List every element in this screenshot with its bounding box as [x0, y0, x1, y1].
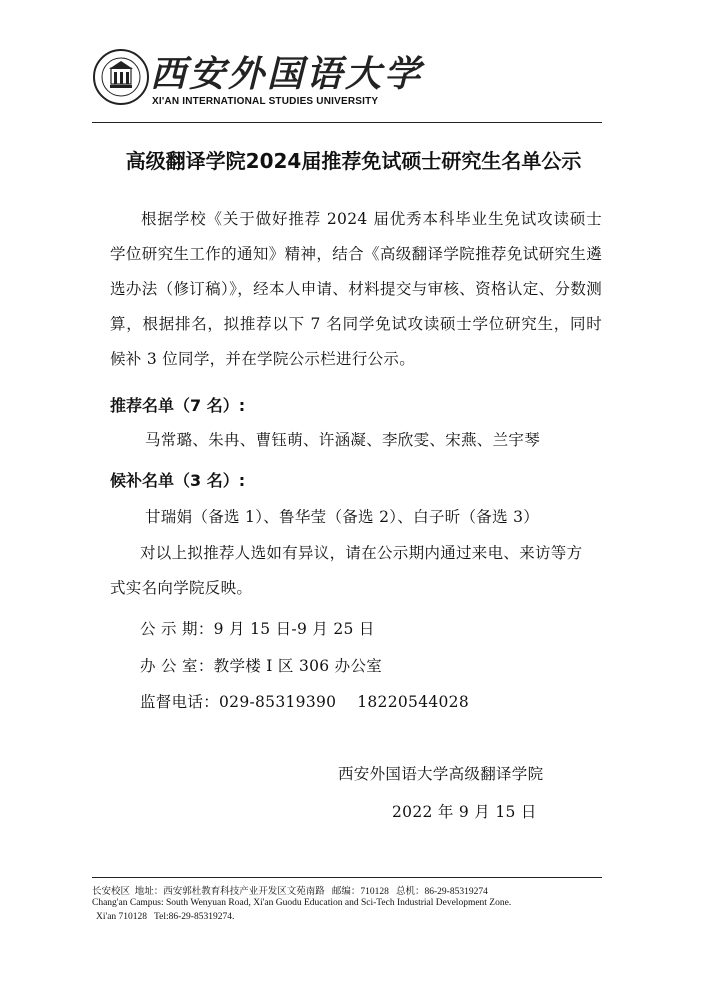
intro-paragraph: 根据学校《关于做好推荐 2024 届优秀本科毕业生免试攻读硕士学位研究生工作的通知》精神，结合《高级翻译学院推荐免试研究生遴选办法（修订稿）》，经本人申请、材料提交与审核、资格认定、分数测算，根据排名，拟推荐以下 7 名同学免试攻读硕士学位研究生，同时候补 3 位同学，并在学院公示栏进行公示。 — [110, 210, 602, 368]
footer-postcode-tel: Xi'an 710128 Tel:86-29-85319274. — [96, 912, 235, 922]
recommended-label: 推荐名单（7 名）: — [110, 396, 246, 415]
header-divider — [92, 122, 602, 123]
alternate-label: 候补名单（3 名）: — [110, 471, 246, 490]
issue-date: 2022 年 9 月 15 日 — [392, 803, 537, 821]
recommended-names: 马常璐、朱冉、曹钰萌、许涵凝、李欣雯、宋燕、兰宇琴 — [145, 431, 541, 449]
objection-line-1: 对以上拟推荐人选如有异议，请在公示期内通过来电、来访等方 — [140, 544, 583, 562]
publicity-period: 公 示 期：9 月 15 日-9 月 25 日 — [140, 620, 375, 638]
university-name-cn: 西安外国语大学 — [150, 53, 424, 95]
university-seal-icon — [92, 48, 150, 106]
office-location: 办 公 室：教学楼 I 区 306 办公室 — [140, 657, 383, 675]
issuer-signature: 西安外国语大学高级翻译学院 — [338, 765, 544, 783]
alternate-names: 甘瑞娟（备选 1）、鲁华莹（备选 2）、白子昕（备选 3） — [145, 508, 540, 526]
footer-divider — [92, 877, 602, 878]
document-title: 高级翻译学院2024届推荐免试硕士研究生名单公示 — [125, 149, 582, 173]
letterhead — [92, 44, 612, 114]
footer-address-cn: 长安校区 地址：西安郭杜教育科技产业开发区文苑南路 邮编：710128 总机：86-29-85319274 — [92, 887, 488, 897]
footer-address-en: Chang'an Campus: South Wenyuan Road, Xi'an Guodu Education and Sci-Tech Industrial Development Zone. — [92, 898, 512, 908]
objection-line-2: 式实名向学院反映。 — [110, 579, 253, 597]
university-name-en: XI'AN INTERNATIONAL STUDIES UNIVERSITY — [152, 96, 379, 107]
supervision-phone: 监督电话：029-85319390 18220544028 — [140, 693, 469, 711]
